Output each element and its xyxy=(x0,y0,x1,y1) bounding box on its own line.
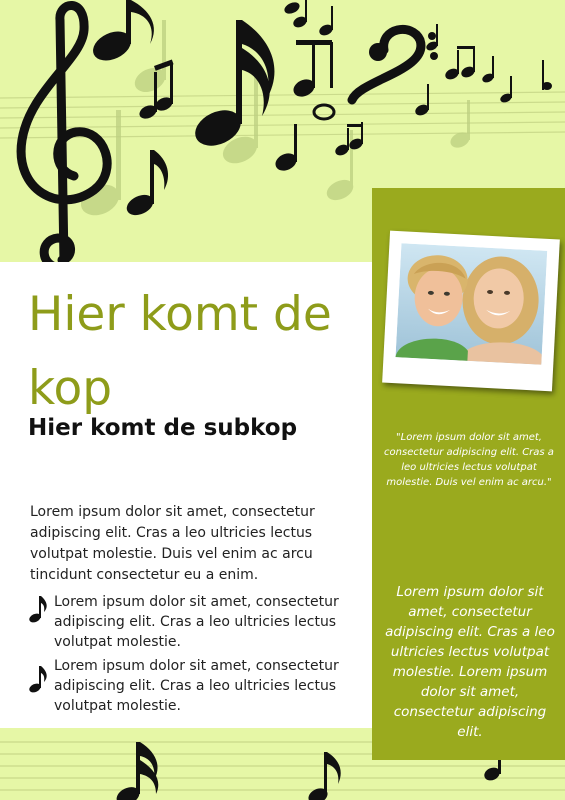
headline: Hier komt de kop xyxy=(28,287,332,416)
bullet-text: Lorem ipsum dolor sit amet, consectetur adipiscing elit. Cras a leo ultricies lectus volutpat molestie. xyxy=(54,594,339,650)
sidebar-text: Lorem ipsum dolor sit amet, consectetur adipiscing elit. Cras a leo ultricies lectus volutpat molestie. Lorem ipsum dolor sit amet, consectetur adipiscing elit. xyxy=(385,584,555,740)
body-text: Lorem ipsum dolor sit amet, consectetur adipiscing elit. Cras a leo ultricies lectus volutpat molestie. Duis vel enim ac arcu tincidunt consectetur eu a enim. xyxy=(30,504,315,583)
music-note-icon xyxy=(28,594,48,624)
bullet-text: Lorem ipsum dolor sit amet, consectetur adipiscing elit. Cras a leo ultricies lectus volutpat molestie. xyxy=(54,658,339,714)
photo-frame xyxy=(382,231,560,392)
sidebar-quote: "Lorem ipsum dolor sit amet, consectetur adipiscing elit. Cras a leo ultricies lectus volutpat molestie. Duis vel enim ac arcu." xyxy=(384,432,554,488)
bullet-item xyxy=(28,656,353,712)
music-note-icon xyxy=(28,664,48,694)
bullet-item xyxy=(28,592,353,648)
subheadline: Hier komt de subkop xyxy=(28,415,298,441)
photo-boy-and-woman xyxy=(395,243,547,364)
